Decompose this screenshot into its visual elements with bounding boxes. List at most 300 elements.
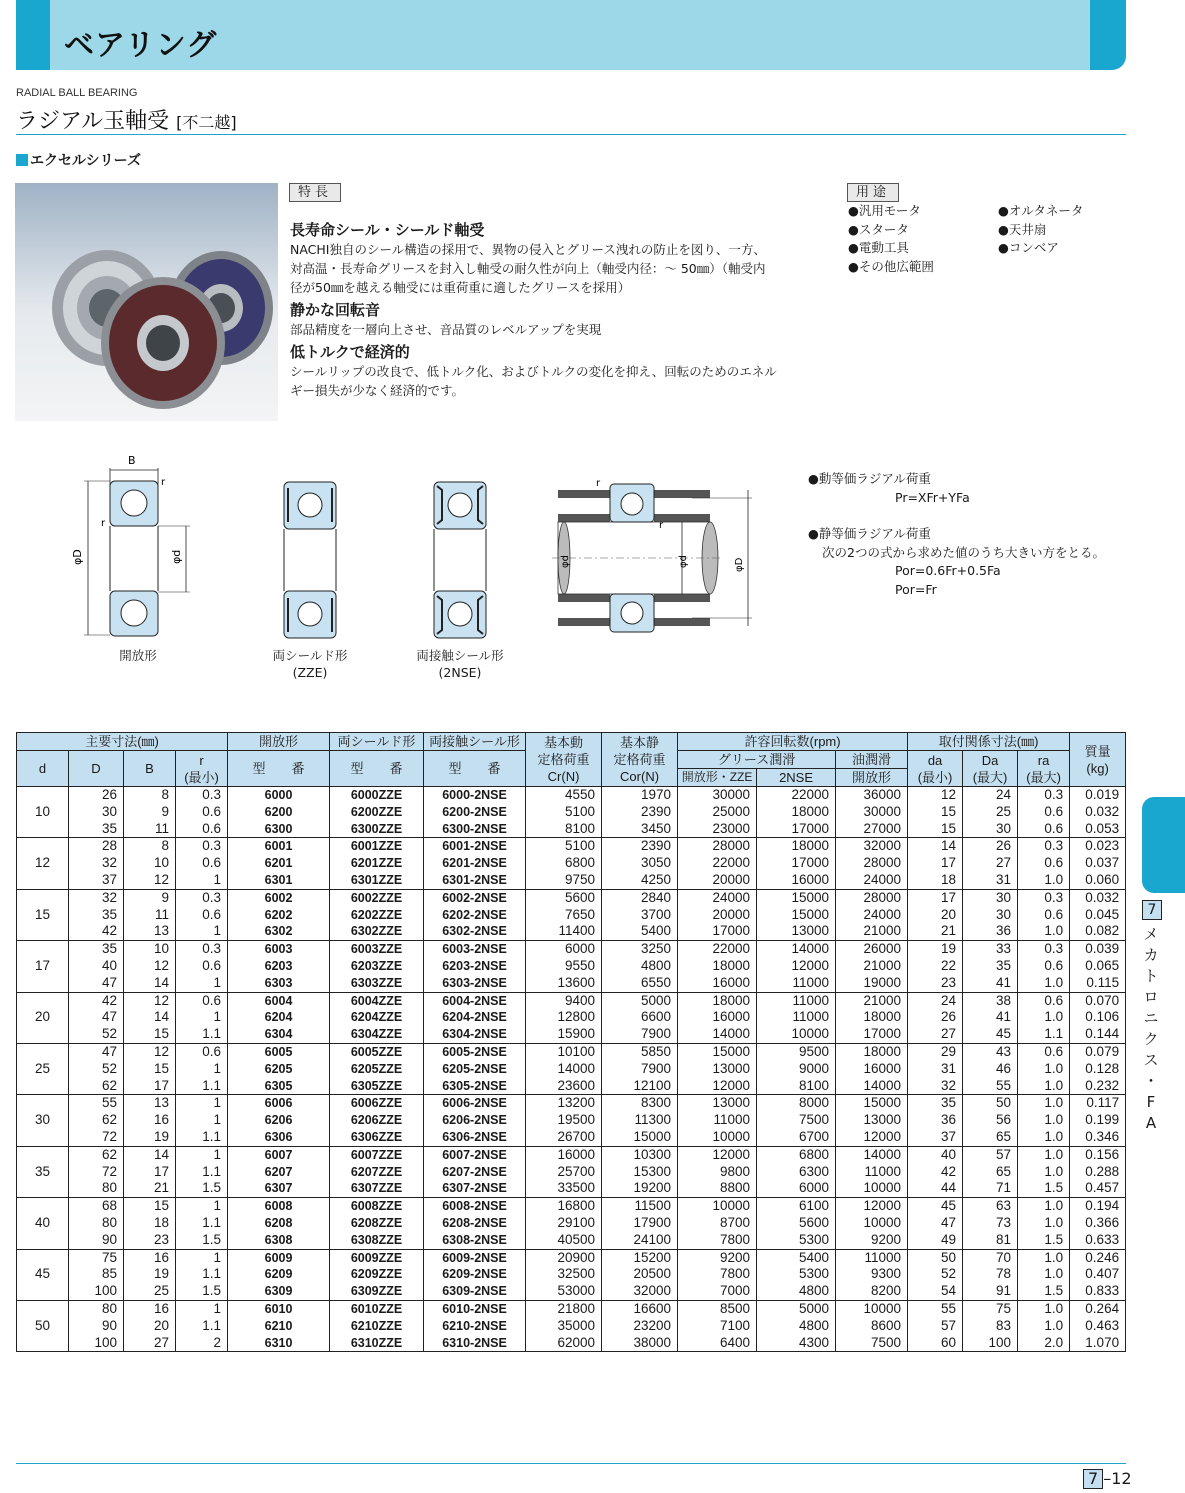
table-cell: 6205 — [228, 1061, 330, 1078]
application-item: ●汎用モータ — [848, 203, 921, 218]
label-phiD: φD — [71, 549, 84, 565]
table-cell: 6203ZZE — [330, 958, 424, 975]
table-cell: 100 — [963, 1335, 1018, 1352]
table-cell: 6306-2NSE — [424, 1129, 526, 1146]
table-cell: 6010ZZE — [330, 1300, 424, 1317]
table-cell: 18000 — [757, 838, 836, 855]
table-cell: 0.023 — [1070, 838, 1126, 855]
table-cell: 62 — [69, 1146, 124, 1163]
shield-type-caption — [260, 647, 360, 681]
table-cell: 0.6 — [176, 855, 228, 872]
table-cell: 40500 — [526, 1232, 602, 1249]
table-cell: 23000 — [678, 821, 757, 838]
table-cell: 0.3 — [176, 838, 228, 855]
table-cell: 12100 — [602, 1078, 678, 1095]
table-cell: 0.019 — [1070, 787, 1126, 804]
table-cell: 0.194 — [1070, 1198, 1126, 1215]
table-cell: 15300 — [602, 1164, 678, 1181]
table-cell: 35 — [908, 1095, 963, 1112]
application-item: ●電動工具 — [848, 240, 909, 255]
table-cell: 0.6 — [1018, 1043, 1070, 1060]
table-cell: 0.246 — [1070, 1249, 1126, 1266]
table-cell: 6001-2NSE — [424, 838, 526, 855]
table-cell: 5400 — [602, 923, 678, 940]
table-cell: 6205ZZE — [330, 1061, 424, 1078]
table-cell: 12000 — [678, 1146, 757, 1163]
table-cell: 6700 — [757, 1129, 836, 1146]
th-ra-1: ra — [1037, 752, 1050, 768]
th-D: D — [69, 751, 124, 787]
table-cell: 32000 — [836, 838, 908, 855]
feature-heading: 低トルクで経済的 — [290, 343, 410, 361]
table-cell: 6000-2NSE — [424, 787, 526, 804]
table-cell: 40 — [69, 958, 124, 975]
table-cell: 35000 — [526, 1318, 602, 1335]
th-static-3: Cor(N) — [620, 769, 660, 784]
table-cell: 0.232 — [1070, 1078, 1126, 1095]
chapter-char: メ — [1143, 925, 1159, 943]
table-cell: 6002ZZE — [330, 889, 424, 906]
table-cell: 30000 — [836, 804, 908, 821]
table-cell: 13000 — [678, 1061, 757, 1078]
table-cell: 75 — [69, 1249, 124, 1266]
table-cell: 1 — [176, 975, 228, 992]
table-cell: 0.032 — [1070, 804, 1126, 821]
table-cell: 38000 — [602, 1335, 678, 1352]
table-cell: 0.463 — [1070, 1318, 1126, 1335]
table-cell: 80 — [69, 1300, 124, 1317]
table-cell: 0.115 — [1070, 975, 1126, 992]
table-cell: 52 — [908, 1266, 963, 1283]
th-static-2: 定格荷重 — [613, 752, 666, 767]
table-cell: 30 — [69, 804, 124, 821]
table-cell: 0.6 — [176, 804, 228, 821]
table-cell: 5300 — [757, 1232, 836, 1249]
th-ra — [1018, 751, 1070, 787]
table-cell: 6003-2NSE — [424, 941, 526, 958]
table-cell: 70 — [963, 1249, 1018, 1266]
section-title — [16, 104, 237, 135]
table-cell: 6309-2NSE — [424, 1283, 526, 1300]
applications-col2 — [998, 202, 1083, 258]
dynamic-load-formula: Pr=XFr+YFa — [895, 489, 970, 505]
table-cell: 0.045 — [1070, 907, 1126, 924]
feature-text: 部品精度を一層向上させ、音品質のレベルアップを実現 — [290, 322, 602, 337]
table-cell: 91 — [963, 1283, 1018, 1300]
table-cell: 20000 — [678, 907, 757, 924]
chapter-side-tab[interactable] — [1142, 797, 1185, 893]
table-cell: 1.1 — [176, 1078, 228, 1095]
table-cell: 6005-2NSE — [424, 1043, 526, 1060]
series-heading — [16, 150, 141, 170]
table-cell: 1.0 — [1018, 1112, 1070, 1129]
table-cell: 6005ZZE — [330, 1043, 424, 1060]
table-cell: 57 — [963, 1146, 1018, 1163]
table-cell: 11 — [124, 821, 176, 838]
th-Da-1: Da — [981, 752, 999, 768]
chapter-char: ・ — [1143, 1072, 1159, 1090]
table-cell: 14000 — [836, 1146, 908, 1163]
table-cell: 6300 — [228, 821, 330, 838]
table-cell: 1.0 — [1018, 1129, 1070, 1146]
equations — [808, 470, 1138, 599]
bearing-image — [15, 183, 278, 421]
table-cell: 46 — [963, 1061, 1018, 1078]
table-cell: 1 — [176, 1249, 228, 1266]
table-cell: 5100 — [526, 838, 602, 855]
table-row — [17, 1026, 1126, 1043]
table-cell: 0.6 — [176, 958, 228, 975]
table-cell: 1.0 — [1018, 1078, 1070, 1095]
table-cell: 47 — [908, 1215, 963, 1232]
table-cell: 5600 — [526, 889, 602, 906]
table-cell: 7100 — [678, 1318, 757, 1335]
table-cell: 3250 — [602, 941, 678, 958]
table-cell: 10000 — [836, 1180, 908, 1197]
table-cell: 6205-2NSE — [424, 1061, 526, 1078]
chapter-char: ロ — [1143, 988, 1159, 1006]
table-cell: 9200 — [678, 1249, 757, 1266]
table-cell: 24000 — [836, 907, 908, 924]
table-cell: 1.0 — [1018, 1164, 1070, 1181]
table-cell: 5400 — [757, 1249, 836, 1266]
shield-caption-line2: (ZZE) — [292, 665, 328, 680]
table-row — [17, 941, 1126, 958]
table-cell: 0.6 — [176, 821, 228, 838]
table-cell: 11000 — [836, 1164, 908, 1181]
table-cell: 6009-2NSE — [424, 1249, 526, 1266]
table-cell: 30 — [963, 821, 1018, 838]
table-cell: 16000 — [836, 1061, 908, 1078]
table-cell: 8800 — [678, 1180, 757, 1197]
table-row — [17, 923, 1126, 940]
application-item: ●オルタネータ — [998, 203, 1084, 218]
table-cell: 6201-2NSE — [424, 855, 526, 872]
table-cell: 8100 — [526, 821, 602, 838]
th-static-1: 基本静 — [620, 735, 660, 750]
table-cell: 9500 — [757, 1043, 836, 1060]
table-cell: 19 — [124, 1266, 176, 1283]
table-cell: 9750 — [526, 872, 602, 889]
table-cell: 15900 — [526, 1026, 602, 1043]
table-cell: 0.3 — [176, 787, 228, 804]
table-cell: 42 — [908, 1164, 963, 1181]
table-cell: 0.065 — [1070, 958, 1126, 975]
application-item: ●スタータ — [848, 221, 909, 237]
table-cell: 6204ZZE — [330, 1009, 424, 1026]
cell-bore-d: 30 — [17, 1095, 69, 1146]
table-row — [17, 1078, 1126, 1095]
table-row — [17, 838, 1126, 855]
table-cell: 6001ZZE — [330, 838, 424, 855]
table-cell: 2840 — [602, 889, 678, 906]
table-cell: 15200 — [602, 1249, 678, 1266]
table-cell: 6308 — [228, 1232, 330, 1249]
table-cell: 17000 — [678, 923, 757, 940]
th-dynamic-3: Cr(N) — [547, 769, 580, 784]
table-cell: 6002-2NSE — [424, 889, 526, 906]
table-cell: 54 — [908, 1283, 963, 1300]
table-cell: 28000 — [836, 889, 908, 906]
table-cell: 6202 — [228, 907, 330, 924]
table-cell: 14000 — [526, 1061, 602, 1078]
table-cell: 1970 — [602, 787, 678, 804]
table-cell: 0.264 — [1070, 1300, 1126, 1317]
table-cell: 11500 — [602, 1198, 678, 1215]
table-cell: 17000 — [757, 855, 836, 872]
table-row — [17, 1043, 1126, 1060]
table-cell: 8 — [124, 838, 176, 855]
table-cell: 33 — [963, 941, 1018, 958]
table-cell: 27 — [908, 1026, 963, 1043]
table-cell: 1.0 — [1018, 872, 1070, 889]
table-row — [17, 1215, 1126, 1232]
th-r-1: r — [199, 752, 204, 768]
table-cell: 6302ZZE — [330, 923, 424, 940]
table-cell: 11 — [124, 907, 176, 924]
table-cell: 0.3 — [1018, 889, 1070, 906]
table-cell: 17000 — [757, 821, 836, 838]
table-cell: 6300-2NSE — [424, 821, 526, 838]
table-row — [17, 907, 1126, 924]
table-cell: 11000 — [836, 1249, 908, 1266]
table-cell: 47 — [69, 1043, 124, 1060]
table-cell: 12000 — [836, 1129, 908, 1146]
open-type-diagram — [68, 450, 198, 645]
table-row — [17, 1198, 1126, 1215]
table-row — [17, 958, 1126, 975]
table-row — [17, 1232, 1126, 1249]
table-cell: 6206-2NSE — [424, 1112, 526, 1129]
th-dynamic-1: 基本動 — [544, 735, 584, 750]
table-cell: 4800 — [602, 958, 678, 975]
page-index: –12 — [1103, 1469, 1132, 1488]
th-oil-open: 開放形 — [836, 769, 908, 787]
table-cell: 18000 — [836, 1009, 908, 1026]
table-cell: 1 — [176, 1095, 228, 1112]
table-cell: 6304ZZE — [330, 1026, 424, 1043]
table-cell: 15000 — [757, 889, 836, 906]
table-cell: 25000 — [678, 804, 757, 821]
table-cell: 10100 — [526, 1043, 602, 1060]
table-cell: 16000 — [526, 1146, 602, 1163]
table-cell: 0.3 — [1018, 941, 1070, 958]
table-cell: 6308-2NSE — [424, 1232, 526, 1249]
table-cell: 6010 — [228, 1300, 330, 1317]
table-cell: 18000 — [678, 958, 757, 975]
table-cell: 15 — [124, 1061, 176, 1078]
brand-label: [不二越] — [176, 113, 237, 132]
seal-caption-line1: 両接触シール形 — [416, 648, 504, 663]
table-cell: 27 — [124, 1335, 176, 1352]
table-cell: 6306ZZE — [330, 1129, 424, 1146]
table-cell: 21800 — [526, 1300, 602, 1317]
table-row — [17, 1335, 1126, 1352]
table-cell: 55 — [908, 1300, 963, 1317]
table-cell: 1.5 — [1018, 1283, 1070, 1300]
table-cell: 71 — [963, 1180, 1018, 1197]
th-model-seal: 型 番 — [424, 751, 526, 787]
th-oil: 油潤滑 — [836, 751, 908, 769]
table-row — [17, 992, 1126, 1009]
chapter-char: ト — [1143, 967, 1159, 985]
table-cell: 42 — [69, 992, 124, 1009]
table-cell: 25700 — [526, 1164, 602, 1181]
table-cell: 17900 — [602, 1215, 678, 1232]
table-cell: 18 — [124, 1215, 176, 1232]
table-cell: 6300ZZE — [330, 821, 424, 838]
table-cell: 16000 — [757, 872, 836, 889]
table-cell: 18000 — [757, 804, 836, 821]
table-cell: 1.5 — [1018, 1180, 1070, 1197]
spec-table-body — [17, 787, 1126, 1352]
table-cell: 6307-2NSE — [424, 1180, 526, 1197]
label-B: B — [128, 454, 136, 467]
table-cell: 6200 — [228, 804, 330, 821]
table-cell: 6204-2NSE — [424, 1009, 526, 1026]
table-cell: 14 — [124, 975, 176, 992]
table-cell: 32 — [69, 855, 124, 872]
table-cell: 6002 — [228, 889, 330, 906]
table-cell: 41 — [963, 975, 1018, 992]
table-cell: 9800 — [678, 1164, 757, 1181]
table-cell: 47 — [69, 1009, 124, 1026]
table-cell: 6304 — [228, 1026, 330, 1043]
table-cell: 6800 — [526, 855, 602, 872]
table-cell: 56 — [963, 1112, 1018, 1129]
table-cell: 5300 — [757, 1266, 836, 1283]
table-cell: 8100 — [757, 1078, 836, 1095]
table-row — [17, 1283, 1126, 1300]
feature-text: NACHI独自のシール構造の採用で、異物の侵入とグリース洩れの防止を図り、一方、 — [290, 242, 766, 257]
table-cell: 1.0 — [1018, 1198, 1070, 1215]
table-cell: 100 — [69, 1335, 124, 1352]
table-cell: 35 — [69, 821, 124, 838]
table-cell: 0.037 — [1070, 855, 1126, 872]
table-cell: 6301ZZE — [330, 872, 424, 889]
table-cell: 32500 — [526, 1266, 602, 1283]
feature-text: 径が50㎜を越える軸受には重荷重に適したグリースを採用） — [290, 280, 631, 295]
table-cell: 6009ZZE — [330, 1249, 424, 1266]
table-cell: 6303-2NSE — [424, 975, 526, 992]
table-cell: 9 — [124, 804, 176, 821]
cell-bore-d: 15 — [17, 889, 69, 940]
table-cell: 6202-2NSE — [424, 907, 526, 924]
table-cell: 4800 — [757, 1318, 836, 1335]
table-cell: 22000 — [678, 855, 757, 872]
th-grease-open-zze: 開放形・ZZE — [678, 769, 757, 787]
table-cell: 23200 — [602, 1318, 678, 1335]
table-cell: 26 — [908, 1009, 963, 1026]
table-cell: 11000 — [678, 1112, 757, 1129]
table-cell: 26000 — [836, 941, 908, 958]
cell-bore-d: 20 — [17, 992, 69, 1043]
table-cell: 1 — [176, 1300, 228, 1317]
footer-divider — [16, 1463, 1126, 1464]
table-cell: 1.1 — [176, 1129, 228, 1146]
th-da-1: da — [927, 752, 943, 768]
table-cell: 11400 — [526, 923, 602, 940]
table-cell: 0.106 — [1070, 1009, 1126, 1026]
table-cell: 6301-2NSE — [424, 872, 526, 889]
shield-type-diagram — [280, 480, 340, 640]
table-cell: 16000 — [678, 1009, 757, 1026]
th-shield: 両シールド形 — [330, 733, 424, 751]
table-cell: 6007 — [228, 1146, 330, 1163]
static-load-formula-1: Por=0.6Fr+0.5Fa — [895, 563, 1001, 578]
table-cell: 6207-2NSE — [424, 1164, 526, 1181]
table-cell: 6006-2NSE — [424, 1095, 526, 1112]
table-cell: 5600 — [757, 1215, 836, 1232]
th-speed: 許容回転数(rpm) — [678, 733, 908, 751]
th-mass — [1070, 733, 1126, 787]
table-cell: 12000 — [836, 1198, 908, 1215]
cell-bore-d: 35 — [17, 1146, 69, 1197]
table-cell: 25 — [963, 804, 1018, 821]
table-cell: 36000 — [836, 787, 908, 804]
table-cell: 38 — [963, 992, 1018, 1009]
th-main: 主要寸法(㎜) — [17, 733, 228, 751]
label-r: r — [161, 477, 166, 488]
table-cell: 11000 — [757, 1009, 836, 1026]
table-row — [17, 821, 1126, 838]
table-cell: 1.5 — [1018, 1232, 1070, 1249]
table-cell: 6007ZZE — [330, 1146, 424, 1163]
table-cell: 2390 — [602, 838, 678, 855]
table-cell: 0.633 — [1070, 1232, 1126, 1249]
table-cell: 30000 — [678, 787, 757, 804]
table-cell: 29 — [908, 1043, 963, 1060]
table-cell: 10000 — [836, 1215, 908, 1232]
table-cell: 15 — [908, 804, 963, 821]
table-cell: 1 — [176, 1146, 228, 1163]
table-cell: 23 — [124, 1232, 176, 1249]
table-cell: 0.346 — [1070, 1129, 1126, 1146]
table-cell: 63 — [963, 1198, 1018, 1215]
cell-bore-d: 50 — [17, 1300, 69, 1351]
table-cell: 5850 — [602, 1043, 678, 1060]
divider — [16, 134, 1126, 135]
table-cell: 6210ZZE — [330, 1318, 424, 1335]
table-cell: 0.6 — [1018, 855, 1070, 872]
table-cell: 1.0 — [1018, 923, 1070, 940]
th-ra-2: (最大) — [1026, 769, 1061, 785]
th-mass-2: (kg) — [1086, 760, 1109, 776]
table-cell: 0.6 — [1018, 958, 1070, 975]
table-cell: 0.128 — [1070, 1061, 1126, 1078]
table-row — [17, 872, 1126, 889]
table-cell: 6209-2NSE — [424, 1266, 526, 1283]
table-cell: 8300 — [602, 1095, 678, 1112]
table-cell: 0.199 — [1070, 1112, 1126, 1129]
features-list — [290, 219, 830, 400]
table-cell: 6306 — [228, 1129, 330, 1146]
table-cell: 6400 — [678, 1335, 757, 1352]
table-cell: 4550 — [526, 787, 602, 804]
table-cell: 1.0 — [1018, 1266, 1070, 1283]
table-cell: 6302-2NSE — [424, 923, 526, 940]
table-cell: 6300 — [757, 1164, 836, 1181]
table-cell: 83 — [963, 1318, 1018, 1335]
table-cell: 10 — [124, 855, 176, 872]
table-cell: 47 — [69, 975, 124, 992]
table-row — [17, 1009, 1126, 1026]
table-cell: 6303 — [228, 975, 330, 992]
feature-text: 対高温・長寿命グリースを封入し軸受の耐久性が向上（軸受内径：～ 50㎜）（軸受内 — [290, 261, 766, 276]
table-cell: 30 — [963, 889, 1018, 906]
table-cell: 13200 — [526, 1095, 602, 1112]
table-cell: 81 — [963, 1232, 1018, 1249]
